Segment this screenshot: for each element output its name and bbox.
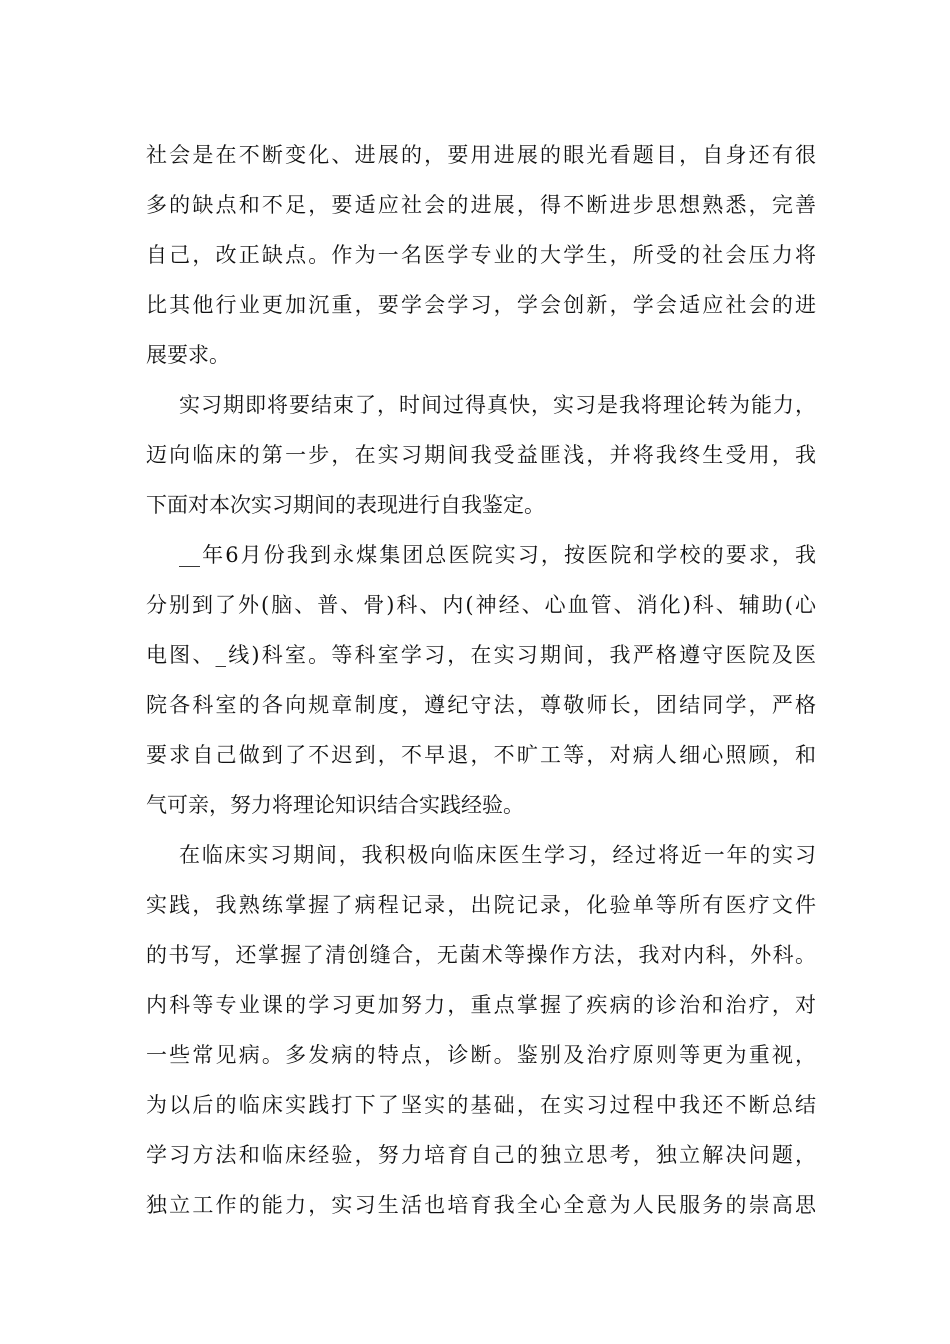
text-line: 电图、_线)科室。等科室学习，在实习期间，我严格遵守医院及医 (146, 643, 816, 667)
text-line: 社会是在不断变化、进展的，要用进展的眼光看题目，自身还有很 (146, 143, 816, 167)
text-line: 自己，改正缺点。作为一名医学专业的大学生，所受的社会压力将 (146, 243, 816, 267)
text-line: 院各科室的各向规章制度，遵纪守法，尊敬师长，团结同学，严格 (146, 693, 816, 717)
text-line: 为以后的临床实践打下了坚实的基础，在实习过程中我还不断总结 (146, 1093, 816, 1117)
document-body (146, 130, 816, 1230)
text-line: 比其他行业更加沉重，要学会学习，学会创新，学会适应社会的进 (146, 293, 816, 317)
text-line: 在临床实习期间，我积极向临床医生学习，经过将近一年的实习 (179, 843, 816, 867)
text-line: 的书写，还掌握了清创缝合，无菌术等操作方法，我对内科，外科。 (146, 943, 816, 967)
text-line: __年6月份我到永煤集团总医院实习，按医院和学校的要求，我 (179, 543, 816, 567)
text-line: 学习方法和临床经验，努力培育自己的独立思考，独立解决问题， (146, 1143, 816, 1167)
text-line: 要求自己做到了不迟到，不早退，不旷工等，对病人细心照顾，和 (146, 743, 816, 767)
text-line: 展要求。 (146, 343, 230, 367)
text-line: 多的缺点和不足，要适应社会的进展，得不断进步思想熟悉，完善 (146, 193, 816, 217)
text-line: 实践，我熟练掌握了病程记录，出院记录，化验单等所有医疗文件 (146, 893, 816, 917)
text-line: 分别到了外(脑、普、骨)科、内(神经、心血管、消化)科、辅助(心 (146, 593, 816, 617)
text-line: 一些常见病。多发病的特点，诊断。鉴别及治疗原则等更为重视， (146, 1043, 816, 1067)
text-line: 下面对本次实习期间的表现进行自我鉴定。 (146, 493, 545, 517)
text-line: 实习期即将要结束了，时间过得真快，实习是我将理论转为能力， (179, 393, 816, 417)
text-line: 内科等专业课的学习更加努力，重点掌握了疾病的诊治和治疗，对 (146, 993, 816, 1017)
text-line: 迈向临床的第一步，在实习期间我受益匪浅，并将我终生受用，我 (146, 443, 816, 467)
text-line: 气可亲，努力将理论知识结合实践经验。 (146, 793, 524, 817)
text-line: 独立工作的能力，实习生活也培育我全心全意为人民服务的崇高思 (146, 1193, 816, 1217)
